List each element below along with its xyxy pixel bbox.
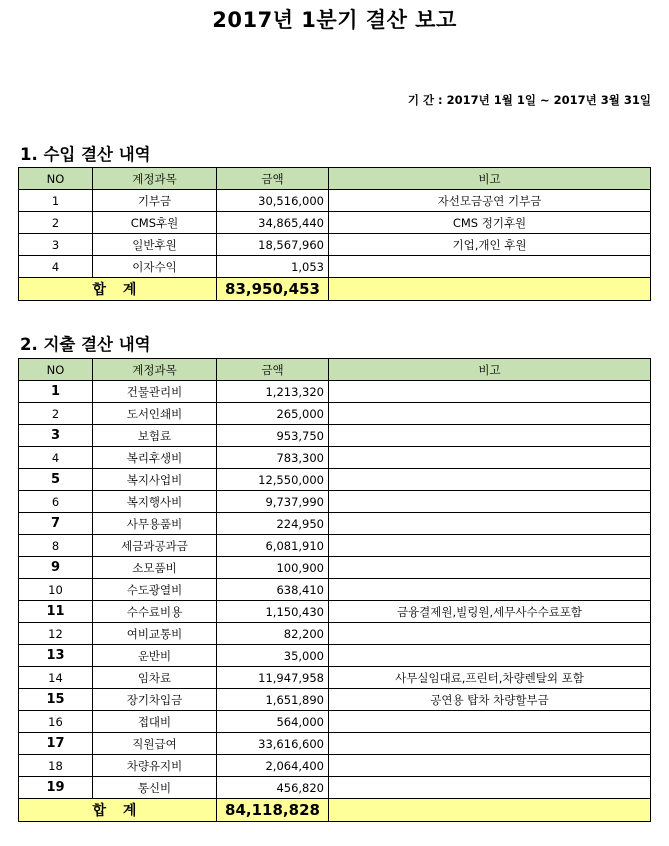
header-amount: 금액 xyxy=(217,168,329,190)
table-row xyxy=(19,190,651,212)
table-row xyxy=(19,513,651,535)
row-note xyxy=(329,733,651,755)
row-amount: 12,550,000 xyxy=(217,469,329,491)
total-amount: 84,118,828 xyxy=(217,799,329,822)
row-account: 장기차입금 xyxy=(93,689,217,711)
row-number: 1 xyxy=(19,381,93,403)
row-account: 수도광열비 xyxy=(93,579,217,601)
row-account: 운반비 xyxy=(93,645,217,667)
row-note xyxy=(329,381,651,403)
row-account: 일반후원 xyxy=(93,234,217,256)
row-number: 15 xyxy=(19,689,93,711)
row-note: 자선모금공연 기부금 xyxy=(329,190,651,212)
row-account: 수수료비용 xyxy=(93,601,217,623)
table-row xyxy=(19,491,651,513)
table-row xyxy=(19,711,651,733)
table-row xyxy=(19,535,651,557)
row-amount: 1,651,890 xyxy=(217,689,329,711)
row-note: 기업,개인 후원 xyxy=(329,234,651,256)
row-number: 19 xyxy=(19,777,93,799)
income-header-row xyxy=(19,168,651,190)
row-note: 사무실임대료,프린터,차량렌탈외 포함 xyxy=(329,667,651,689)
row-amount: 1,053 xyxy=(217,256,329,278)
row-account: 이자수익 xyxy=(93,256,217,278)
row-account: 직원급여 xyxy=(93,733,217,755)
row-number: 8 xyxy=(19,535,93,557)
row-amount: 11,947,958 xyxy=(217,667,329,689)
row-amount: 9,737,990 xyxy=(217,491,329,513)
expense-section-title: 2. 지출 결산 내역 xyxy=(20,335,151,354)
row-number: 6 xyxy=(19,491,93,513)
row-note xyxy=(329,557,651,579)
row-number: 4 xyxy=(19,256,93,278)
table-row xyxy=(19,381,651,403)
row-note xyxy=(329,645,651,667)
row-number: 2 xyxy=(19,212,93,234)
table-row xyxy=(19,212,651,234)
row-note xyxy=(329,256,651,278)
row-note xyxy=(329,447,651,469)
row-note xyxy=(329,711,651,733)
expense-header-row xyxy=(19,359,651,381)
header-no: NO xyxy=(19,168,93,190)
row-number: 16 xyxy=(19,711,93,733)
row-amount: 456,820 xyxy=(217,777,329,799)
row-number: 11 xyxy=(19,601,93,623)
row-note xyxy=(329,579,651,601)
row-account: 접대비 xyxy=(93,711,217,733)
row-number: 18 xyxy=(19,755,93,777)
row-number: 5 xyxy=(19,469,93,491)
income-table xyxy=(18,167,651,301)
row-account: 복지행사비 xyxy=(93,491,217,513)
table-row xyxy=(19,667,651,689)
row-amount: 35,000 xyxy=(217,645,329,667)
row-number: 7 xyxy=(19,513,93,535)
row-note xyxy=(329,535,651,557)
table-row xyxy=(19,469,651,491)
row-number: 2 xyxy=(19,403,93,425)
row-account: 보험료 xyxy=(93,425,217,447)
row-note xyxy=(329,777,651,799)
row-number: 3 xyxy=(19,234,93,256)
row-note xyxy=(329,623,651,645)
row-account: 사무용품비 xyxy=(93,513,217,535)
row-note xyxy=(329,469,651,491)
row-account: CMS후원 xyxy=(93,212,217,234)
table-row xyxy=(19,689,651,711)
header-note: 비고 xyxy=(329,168,651,190)
report-title: 2017년 1분기 결산 보고 xyxy=(212,8,457,32)
row-account: 통신비 xyxy=(93,777,217,799)
row-amount: 6,081,910 xyxy=(217,535,329,557)
row-account: 세금과공과금 xyxy=(93,535,217,557)
row-number: 10 xyxy=(19,579,93,601)
row-account: 도서인쇄비 xyxy=(93,403,217,425)
table-row xyxy=(19,601,651,623)
row-number: 17 xyxy=(19,733,93,755)
row-amount: 783,300 xyxy=(217,447,329,469)
total-label: 합 계 xyxy=(19,799,217,822)
total-amount: 83,950,453 xyxy=(217,278,329,301)
row-account: 임차료 xyxy=(93,667,217,689)
table-row xyxy=(19,557,651,579)
row-account: 건물관리비 xyxy=(93,381,217,403)
total-note xyxy=(329,278,651,301)
table-row xyxy=(19,755,651,777)
row-account: 소모품비 xyxy=(93,557,217,579)
row-amount: 2,064,400 xyxy=(217,755,329,777)
row-amount: 18,567,960 xyxy=(217,234,329,256)
table-row xyxy=(19,623,651,645)
row-number: 4 xyxy=(19,447,93,469)
row-amount: 33,616,600 xyxy=(217,733,329,755)
row-amount: 100,900 xyxy=(217,557,329,579)
row-account: 차량유지비 xyxy=(93,755,217,777)
row-account: 여비교통비 xyxy=(93,623,217,645)
row-note: 금융결제원,빌링원,세무사수수료포함 xyxy=(329,601,651,623)
row-amount: 953,750 xyxy=(217,425,329,447)
income-section-title: 1. 수입 결산 내역 xyxy=(20,145,151,164)
row-note: CMS 정기후원 xyxy=(329,212,651,234)
total-row xyxy=(19,278,651,301)
header-account: 계정과목 xyxy=(93,168,217,190)
row-number: 9 xyxy=(19,557,93,579)
row-number: 13 xyxy=(19,645,93,667)
row-amount: 1,213,320 xyxy=(217,381,329,403)
total-note xyxy=(329,799,651,822)
table-row xyxy=(19,733,651,755)
table-row xyxy=(19,579,651,601)
row-account: 복리후생비 xyxy=(93,447,217,469)
row-number: 3 xyxy=(19,425,93,447)
header-amount: 금액 xyxy=(217,359,329,381)
row-amount: 638,410 xyxy=(217,579,329,601)
header-no: NO xyxy=(19,359,93,381)
table-row xyxy=(19,425,651,447)
row-amount: 1,150,430 xyxy=(217,601,329,623)
row-amount: 34,865,440 xyxy=(217,212,329,234)
total-label: 합 계 xyxy=(19,278,217,301)
row-note: 공연용 탑차 차량할부금 xyxy=(329,689,651,711)
table-row xyxy=(19,234,651,256)
header-note: 비고 xyxy=(329,359,651,381)
header-account: 계정과목 xyxy=(93,359,217,381)
row-number: 14 xyxy=(19,667,93,689)
total-row xyxy=(19,799,651,822)
row-number: 1 xyxy=(19,190,93,212)
row-amount: 265,000 xyxy=(217,403,329,425)
report-period: 기 간 : 2017년 1월 1일 ~ 2017년 3월 31일 xyxy=(407,93,651,107)
row-account: 복지사업비 xyxy=(93,469,217,491)
row-note xyxy=(329,425,651,447)
row-note xyxy=(329,513,651,535)
table-row xyxy=(19,645,651,667)
row-amount: 224,950 xyxy=(217,513,329,535)
row-amount: 564,000 xyxy=(217,711,329,733)
row-account: 기부금 xyxy=(93,190,217,212)
table-row xyxy=(19,403,651,425)
table-row xyxy=(19,256,651,278)
row-amount: 82,200 xyxy=(217,623,329,645)
row-number: 12 xyxy=(19,623,93,645)
row-note xyxy=(329,403,651,425)
row-note xyxy=(329,491,651,513)
row-amount: 30,516,000 xyxy=(217,190,329,212)
row-note xyxy=(329,755,651,777)
table-row xyxy=(19,447,651,469)
table-row xyxy=(19,777,651,799)
expense-table xyxy=(18,358,651,822)
